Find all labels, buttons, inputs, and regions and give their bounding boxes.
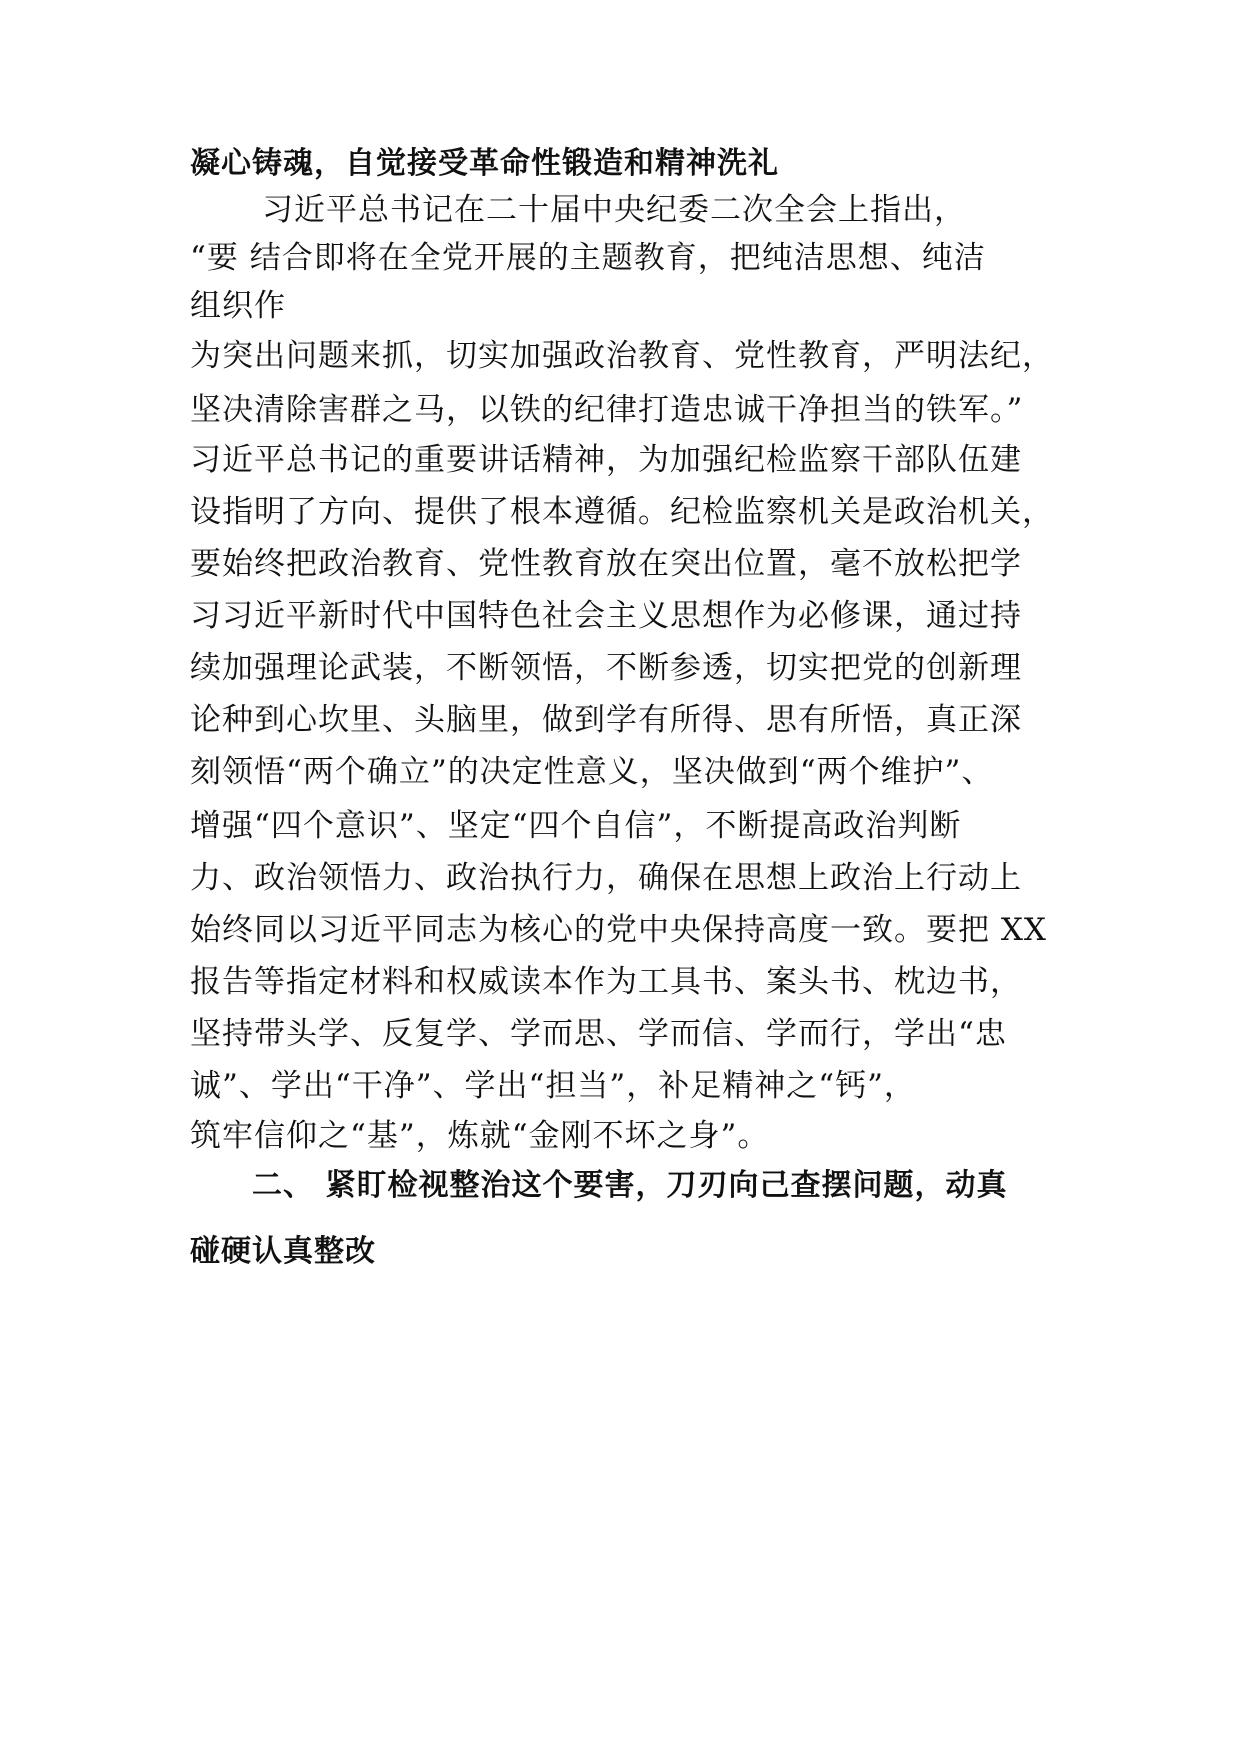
paragraph-line: 要始终把政治教育、党性教育放在突出位置，毫不放松把学 <box>190 546 1022 582</box>
section-heading-2: 二、 紧盯检视整治这个要害，刀刃向己查摆问题，动真 <box>252 1168 1008 1203</box>
paragraph-line: “要 结合即将在全党开展的主题教育，把纯洁思想、纯洁 <box>190 240 986 276</box>
section-heading-1: 凝心铸魂，自觉接受革命性锻造和精神洗礼 <box>190 146 779 181</box>
paragraph-line: 为突出问题来抓，切实加强政治教育、党性教育，严明法纪， <box>190 338 1054 374</box>
paragraph-line: 力、政治领悟力、政治执行力，确保在思想上政治上行动上 <box>190 860 1022 896</box>
paragraph-line: 组织作 <box>190 288 286 324</box>
paragraph-line: 续加强理论武装，不断领悟，不断参透，切实把党的创新理 <box>190 650 1022 686</box>
paragraph-line: 坚决清除害群之马，以铁的纪律打造忠诚干净担当的铁军。” <box>190 392 1024 428</box>
paragraph-line: 论种到心坎里、头脑里，做到学有所得、思有所悟，真正深 <box>190 702 1022 738</box>
paragraph-line: 习近平总书记在二十届中央纪委二次全会上指出， <box>262 192 966 228</box>
paragraph-line: 习习近平新时代中国特色社会主义思想作为必修课，通过持 <box>190 598 1022 634</box>
paragraph-line: 筑牢信仰之“基”，炼就“金刚不坏之身”。 <box>190 1118 770 1154</box>
section-heading-2-continued: 碰硬认真整改 <box>190 1234 376 1269</box>
paragraph-line: 始终同以习近平同志为核心的党中央保持高度一致。要把 XX <box>190 912 1047 948</box>
paragraph-line: 报告等指定材料和权威读本作为工具书、案头书、枕边书， <box>190 964 1022 1000</box>
paragraph-line: 诚”、学出“干净”、学出“担当”，补足精神之“钙”， <box>190 1068 916 1104</box>
paragraph-line: 增强“四个意识”、坚定“四个自信”，不断提高政治判断 <box>190 808 962 844</box>
paragraph-line: 设指明了方向、提供了根本遵循。纪检监察机关是政治机关， <box>190 494 1054 530</box>
paragraph-line: 习近平总书记的重要讲话精神，为加强纪检监察干部队伍建 <box>190 442 1022 478</box>
paragraph-line: 刻领悟“两个确立”的决定性意义，坚决做到“两个维护”、 <box>190 754 994 790</box>
paragraph-line: 坚持带头学、反复学、学而思、学而信、学而行，学出“忠 <box>190 1016 1007 1052</box>
